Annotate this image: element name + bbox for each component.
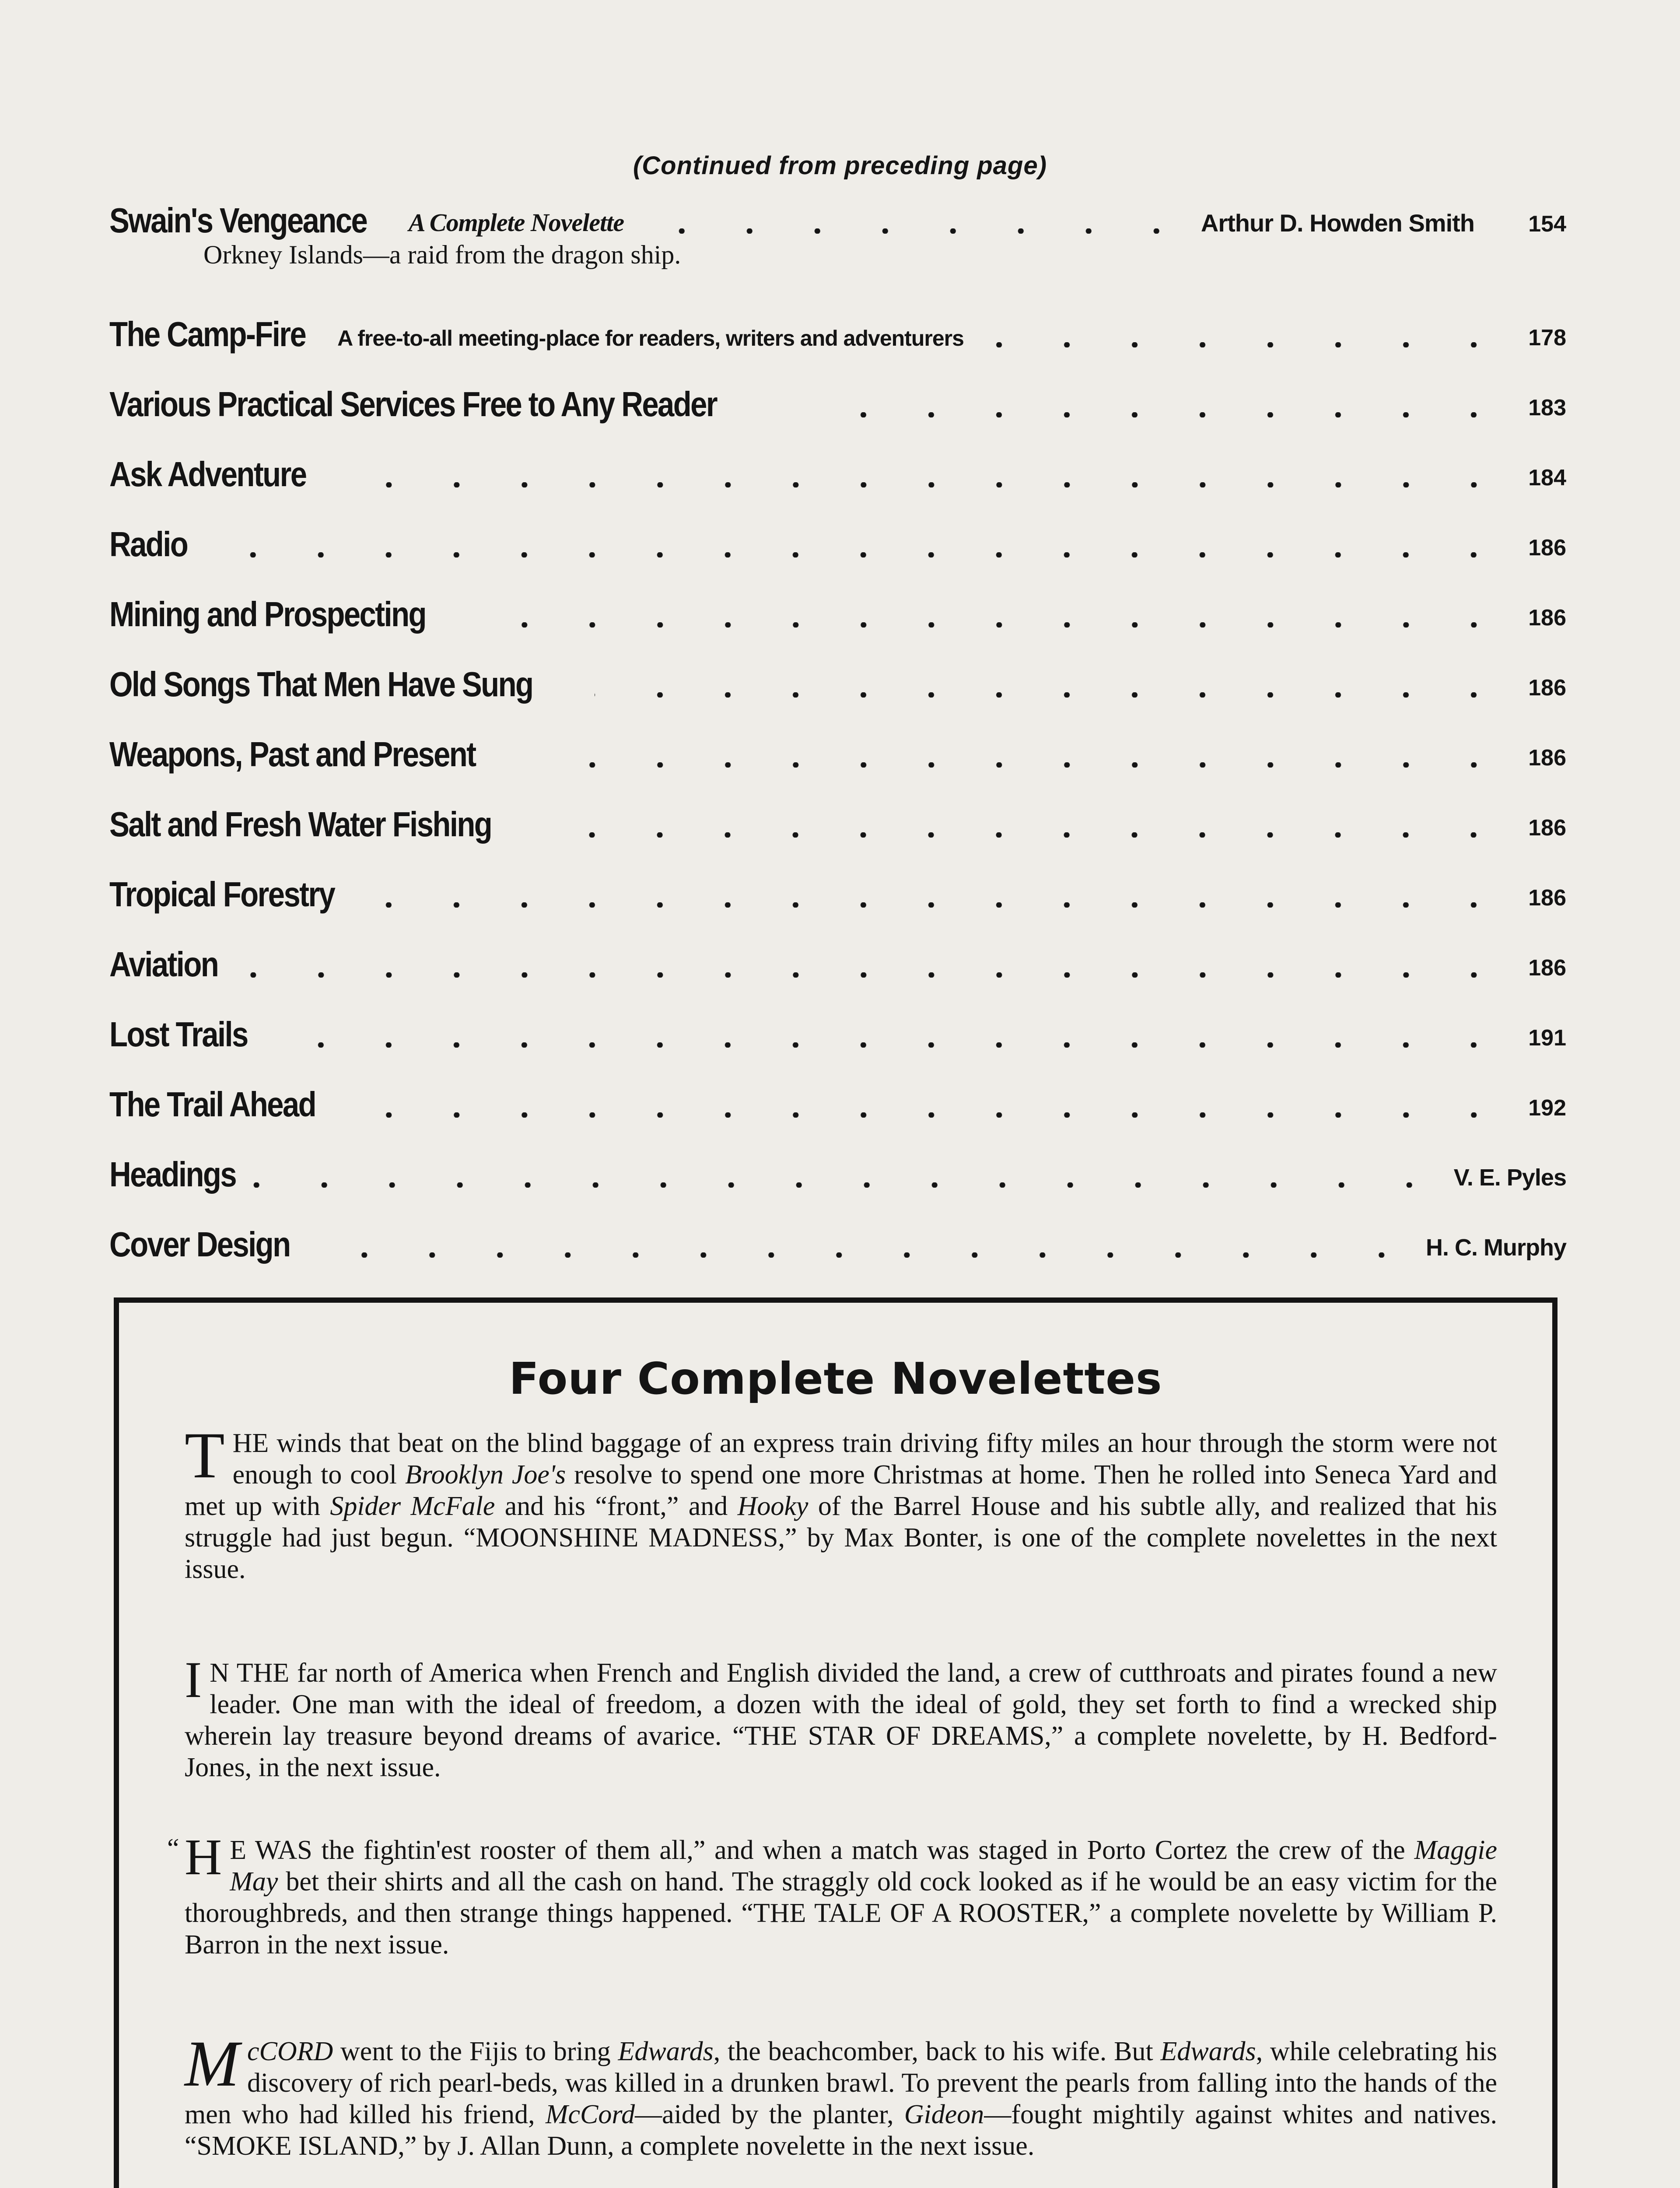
dot-leader: [229, 972, 1508, 978]
forecast-paragraph-rooster: “ H E WAS the fightin'est rooster of them all,” and when a match was staged in Porto Cortez the crew of the Maggie May bet their shirts and all the cash on hand. The straggly old cock looked as if he would be an easy victim for the thoroughbreds, and then strange things happened. “THE TALE OF A ROOSTER,” a complete novelette by William P. Barron in the next issue.: [167, 1828, 1497, 1960]
dot-leader: [974, 342, 1508, 347]
table-of-contents: [109, 193, 1566, 1287]
toc-entry[interactable]: [109, 376, 1566, 446]
toc-credit: V. E. Pyles: [1453, 1164, 1566, 1191]
toc-page-number: 178: [1528, 325, 1566, 351]
toc-title: Salt and Fresh Water Fishing: [109, 805, 492, 844]
toc-page-number: 186: [1528, 955, 1566, 981]
dot-leader: [470, 622, 1508, 628]
toc-page-number: 192: [1528, 1095, 1566, 1121]
toc-page-number: 183: [1528, 395, 1566, 421]
dot-leader: [808, 412, 1508, 417]
toc-title: The Trail Ahead: [109, 1085, 316, 1124]
toc-entry[interactable]: [109, 446, 1566, 516]
dot-leader: [193, 552, 1508, 558]
toc-entry-camp-fire[interactable]: [109, 306, 1566, 376]
dot-leader: [249, 1182, 1443, 1188]
forecast-paragraph-smoke-island: McCORD went to the Fijis to bring Edwards, the beachcomber, back to his wife. But Edwards, while celebrating his discovery of rich pearl-beds, was killed in a drunken brawl. To prevent the pearls from falling into the hands of the men who had killed his friend, McCord—aided by the planter, Gideon—fought mightily against whites and natives. “SMOKE ISLAND,” by J. Allan Dunn, a complete novelette in the next issue.: [185, 2027, 1498, 2161]
toc-entry[interactable]: [109, 586, 1566, 656]
box-title: Four Complete Novelettes: [509, 1353, 1162, 1404]
toc-title: Weapons, Past and Present: [109, 735, 476, 774]
toc-entry[interactable]: [109, 1076, 1566, 1147]
dot-leader: [263, 1042, 1508, 1048]
toc-title: Tropical Forestry: [109, 875, 335, 914]
toc-title: Swain's Vengeance: [109, 201, 367, 240]
toc-entry-cover-design[interactable]: [109, 1217, 1566, 1287]
forecast-paragraph-moonshine: THE winds that beat on the blind baggage of an express train driving fifty miles an hour through the storm were not enough to cool Brooklyn Joe's resolve to spend one more Christmas at home. Then he rolled into Seneca Yard and met up with Spider McFale and his “front,” and Hooky of the Barrel House and his subtle ally, and realized that his struggle had just begun. “MOONSHINE MADNESS,” by Max Bonter, is one of the complete novelettes in the next issue.: [185, 1419, 1498, 1584]
toc-subtitle: A Complete Novelette: [408, 208, 624, 237]
toc-entry-headings[interactable]: [109, 1147, 1566, 1217]
toc-page-number: 184: [1528, 465, 1566, 491]
toc-title: The Camp-Fire: [109, 315, 306, 354]
toc-title: Various Practical Services Free to Any Reader: [109, 385, 717, 424]
dot-leader: [546, 832, 1508, 838]
dot-leader: [331, 482, 1508, 487]
continued-note: (Continued from preceding page): [633, 151, 1047, 180]
toc-page-number: 186: [1528, 605, 1566, 631]
toc-entry[interactable]: [109, 866, 1566, 936]
toc-entry[interactable]: [109, 936, 1566, 1006]
toc-entry[interactable]: [109, 726, 1566, 796]
toc-title: Ask Adventure: [109, 455, 306, 494]
dot-leader: [595, 692, 1508, 698]
toc-page-number: 154: [1528, 211, 1566, 237]
toc-entry[interactable]: [109, 1006, 1566, 1076]
drop-cap: M: [185, 2027, 239, 2100]
drop-cap: H: [185, 1828, 222, 1886]
drop-cap: I: [185, 1651, 202, 1708]
toc-page-number: 186: [1528, 885, 1566, 911]
toc-entry[interactable]: [109, 656, 1566, 726]
novelettes-forecast-box: [114, 1297, 1558, 2188]
drop-cap: T: [185, 1419, 225, 1492]
toc-page-number: 186: [1528, 535, 1566, 561]
toc-entry-swains-vengeance[interactable]: [109, 193, 1566, 306]
toc-entry[interactable]: [109, 516, 1566, 586]
toc-title: Aviation: [109, 945, 218, 984]
toc-description: Orkney Islands—a raid from the dragon ship.: [203, 240, 681, 269]
toc-page-number: 186: [1528, 745, 1566, 771]
open-quote: “: [167, 1834, 179, 1863]
toc-page-number: 186: [1528, 815, 1566, 841]
dot-leader: [528, 762, 1508, 768]
toc-page-number: 191: [1528, 1025, 1566, 1051]
toc-title: Cover Design: [109, 1225, 290, 1264]
toc-title: Lost Trails: [109, 1015, 248, 1054]
dot-leader: [312, 1252, 1415, 1258]
toc-entry[interactable]: [109, 796, 1566, 866]
dot-leader: [342, 1112, 1508, 1118]
dot-leader: [364, 902, 1508, 908]
toc-page-number: 186: [1528, 675, 1566, 701]
toc-title: Headings: [109, 1155, 236, 1194]
toc-title: Old Songs That Men Have Sung: [109, 665, 533, 704]
toc-author: Arthur D. Howden Smith: [1200, 209, 1474, 237]
toc-credit: H. C. Murphy: [1426, 1234, 1566, 1261]
dot-leader: [634, 228, 1190, 234]
toc-title: Radio: [109, 525, 188, 564]
toc-title: Mining and Prospecting: [109, 595, 426, 634]
forecast-paragraph-star-of-dreams: I N THE far north of America when French and English divided the land, a crew of cutthroats and pirates found a new leader. One man with the ideal of freedom, a dozen with the ideal of gold, they set forth to find a wrecked ship wherein lay treasure beyond dreams of avarice. “THE STAR OF DREAMS,” a complete novelette, by H. Bedford-Jones, in the next issue.: [185, 1651, 1497, 1782]
toc-subtitle: A free-to-all meeting-place for readers, writers and adventurers: [337, 326, 964, 351]
